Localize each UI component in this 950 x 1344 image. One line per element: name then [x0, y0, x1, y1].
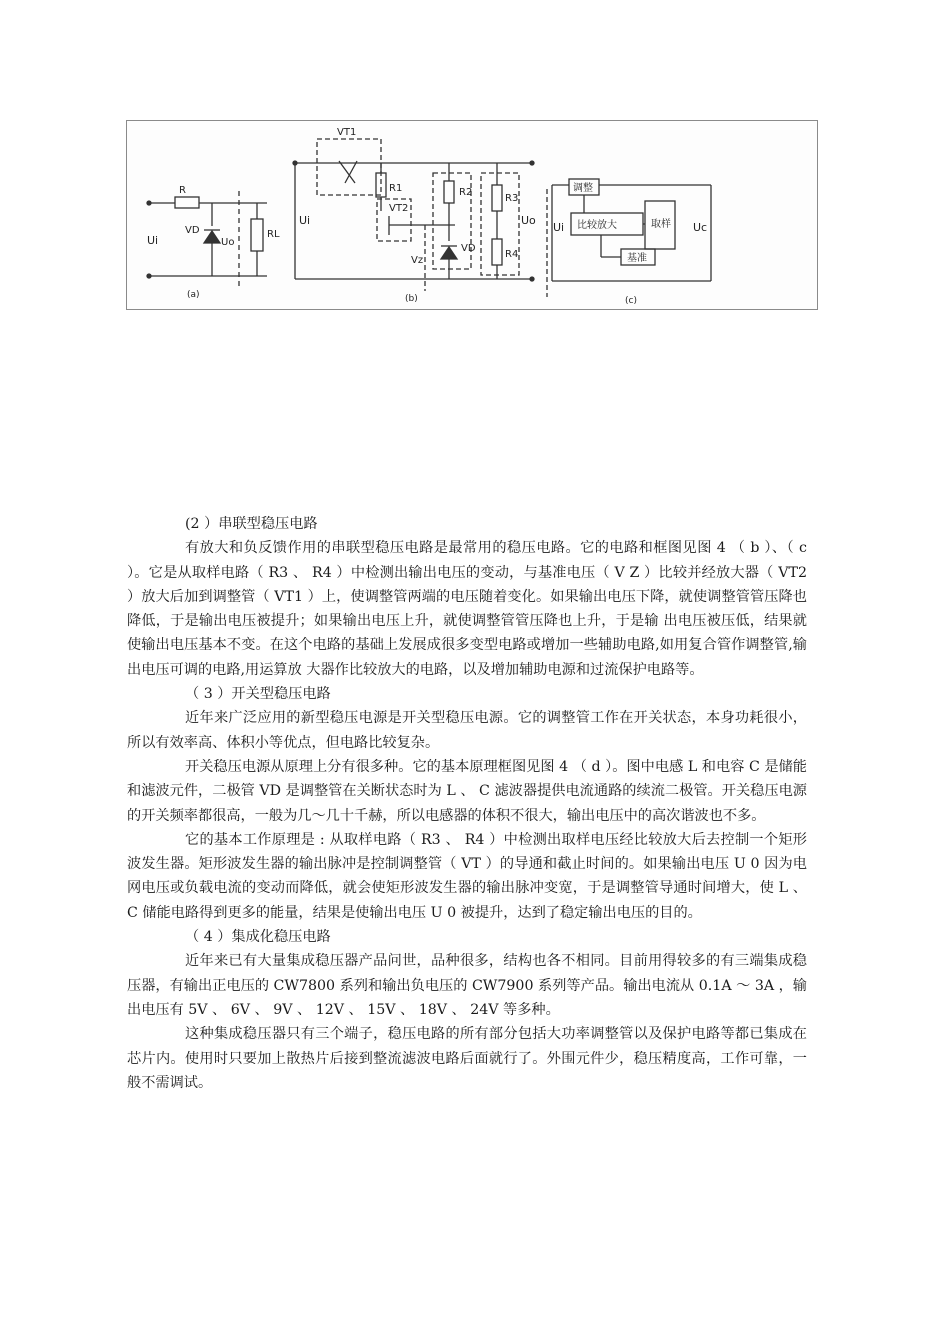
label-b-R4: R4: [505, 249, 519, 260]
caption-c: (c): [625, 296, 637, 306]
label-b-VT1: VT1: [337, 127, 357, 138]
paragraph-switching-principle: 开关稳压电源从原理上分有很多种。它的基本原理框图见图 4 （ d ）。图中电感 L 和电容 C 是储能和滤波元件，二极管 VD 是调整管在关断状态时为 L 、 C 滤波器提供电流通路的续流二极管。开关稳压电源的开关频率都很高，一般为几～几十千赫，所以电感器的体积不很大，输出电压中的高次谐波也不多。: [127, 758, 807, 824]
label-b-Uo: Uo: [521, 214, 536, 227]
label-a-VD: VD: [185, 225, 200, 236]
label-a-R: R: [179, 185, 186, 196]
heading-series-regulator: (2 ）串联型稳压电路: [185, 516, 318, 532]
caption-a: (a): [187, 290, 200, 300]
label-c-Uc: Uc: [693, 221, 708, 234]
block-ref: 基准: [627, 253, 647, 264]
paragraph-integrated-usage: 这种集成稳压器只有三个端子，稳压电路的所有部分包括大功率调整管以及保护电路等都已集成在芯片内。使用时只要加上散热片后接到整流滤波电路后面就行了。外围元件少，稳压精度高，工作可靠，一般不需调试。: [127, 1026, 807, 1091]
label-b-R3: R3: [505, 193, 519, 204]
paragraph-integrated-products: 近年来已有大量集成稳压器产品问世，品种很多，结构也各不相同。目前用得较多的有三端集成稳压器，有输出正电压的 CW7800 系列和输出负电压的 CW7900 系列等产品。输出电流从 0.1A ～ 3A ，输出电压有 5V 、 6V 、 9V 、 12V 、 15V 、 18V 、 24V 等多种。: [127, 953, 807, 1018]
label-b-VT2: VT2: [389, 203, 409, 214]
circuit-a: [147, 185, 280, 300]
body-text: [127, 512, 807, 1095]
label-b-Vz: Vz: [411, 255, 424, 266]
block-sample: 取样: [651, 219, 671, 230]
heading-switching-regulator: （ 3 ）开关型稳压电路: [185, 686, 331, 703]
label-b-R2: R2: [459, 187, 473, 198]
circuit-b: [293, 127, 536, 304]
paragraph-switching-operation: 它的基本工作原理是 : 从取样电路（ R3 、 R4 ）中检测出取样电压经比较放大后去控制一个矩形波发生器。矩形波发生器的输出脉冲是控制调整管（ VT ）的导通和截止时间的。如果输出电压 U 0 因为电网电压或负载电流的变动而降低，就会使矩形波发生器的输出脉冲变宽，于是调整管导通时间增大，使 L 、 C 储能电路得到更多的能量，结果是使输出电压 U 0 被提升，达到了稳定输出电压的目的。: [127, 831, 807, 921]
block-compare: 比较放大: [577, 220, 617, 231]
label-a-Uo: Uo: [221, 237, 235, 248]
label-c-Ui: Ui: [553, 221, 565, 234]
circuit-diagram: [127, 121, 817, 309]
circuit-figure: [126, 120, 818, 310]
circuit-c: [547, 179, 711, 306]
block-adjust: 调整: [573, 183, 593, 194]
label-b-R1: R1: [389, 183, 403, 194]
heading-integrated-regulator: （ 4 ）集成化稳压电路: [185, 929, 331, 946]
caption-b: (b): [405, 294, 418, 304]
label-a-RL: RL: [267, 229, 280, 240]
label-b-Ui: Ui: [299, 214, 311, 227]
label-b-VD: VD: [461, 243, 476, 254]
label-a-Ui: Ui: [147, 234, 159, 247]
paragraph-switching-intro: 近年来广泛应用的新型稳压电源是开关型稳压电源。它的调整管工作在开关状态，本身功耗很小，所以有效率高、体积小等优点，但电路比较复杂。: [127, 710, 807, 751]
paragraph-series-regulator: 有放大和负反馈作用的串联型稳压电路是最常用的稳压电路。它的电路和框图见图 4 （ b ）、（ c ）。它是从取样电路（ R3 、 R4 ）中检测出输出电压的变动，与基准电压（ V Z ）比较并经放大器（ VT2 ）放大后加到调整管（ VT1 ）上，使调整管两端的电压随着变化。如果输出电压下降，就使调整管管压降也降低，于是输出电压被提升；如果输出电压上升，就使调整管管压降也上升，于是输 出电压被压低，结果就使输出电压基本不变。在这个电路的基础上发展成很多变型电路或增加一些辅助电路,如用复合管作调整管,输出电压可调的电路,用运算放 大器作比较放大的电路，以及增加辅助电源和过流保护电路等。: [127, 540, 807, 678]
